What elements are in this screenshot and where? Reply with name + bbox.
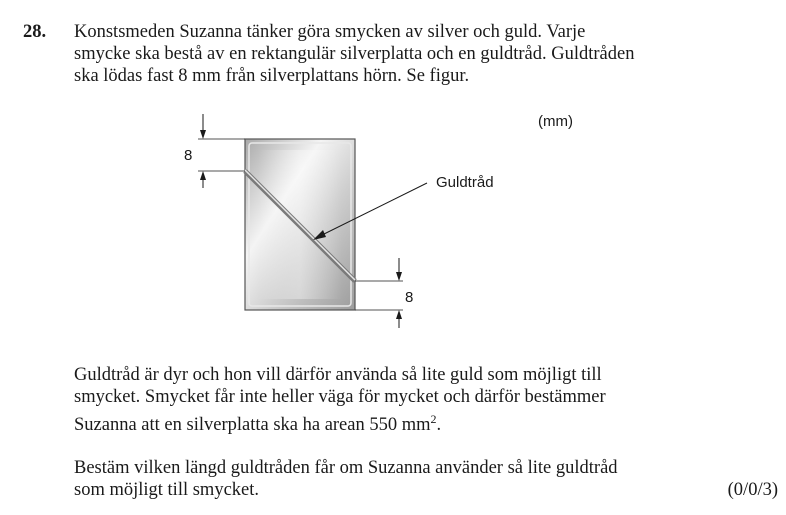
top-dimension-arrowhead-up bbox=[200, 171, 206, 180]
intro-line-2: smycke ska bestå av en rektangulär silverplatta och en guldtråd. Guldtråden bbox=[74, 44, 635, 64]
intro-line-3: ska lödas fast 8 mm från silverplattans hörn. Se figur. bbox=[74, 66, 470, 86]
question-line-2: som möjligt till smycket. bbox=[74, 480, 259, 500]
problem-number: 28. bbox=[23, 22, 47, 42]
question-line-1: Bestäm vilken längd guldtråden får om Suzanna använder så lite guldtråd bbox=[74, 458, 618, 478]
bottom-dimension-arrowhead-down bbox=[396, 272, 402, 281]
context-line-1: Guldtråd är dyr och hon vill därför använda så lite guld som möjligt till bbox=[74, 365, 602, 385]
problem-context bbox=[74, 364, 606, 436]
context-line-3 bbox=[74, 408, 606, 436]
unit-label: (mm) bbox=[538, 113, 573, 130]
intro-line-1: Konstsmeden Suzanna tänker göra smycken av silver och guld. Varje bbox=[74, 22, 586, 42]
wire-label: Guldtråd bbox=[436, 174, 494, 191]
top-dimension-arrowhead-down bbox=[200, 130, 206, 139]
bottom-offset-label: 8 bbox=[405, 289, 414, 306]
area-line-suffix: . bbox=[436, 415, 442, 436]
area-line-prefix: Suzanna att en silverplatta ska ha arean 550 mm bbox=[74, 415, 431, 436]
top-offset-label: 8 bbox=[184, 147, 193, 164]
points-badge: (0/0/3) bbox=[727, 480, 778, 500]
bottom-dimension-arrowhead-up bbox=[396, 310, 402, 319]
context-line-2: smycket. Smycket får inte heller väga för mycket och därför bestämmer bbox=[74, 387, 606, 407]
area-exponent: 2 bbox=[430, 412, 437, 426]
problem-question bbox=[74, 457, 618, 501]
